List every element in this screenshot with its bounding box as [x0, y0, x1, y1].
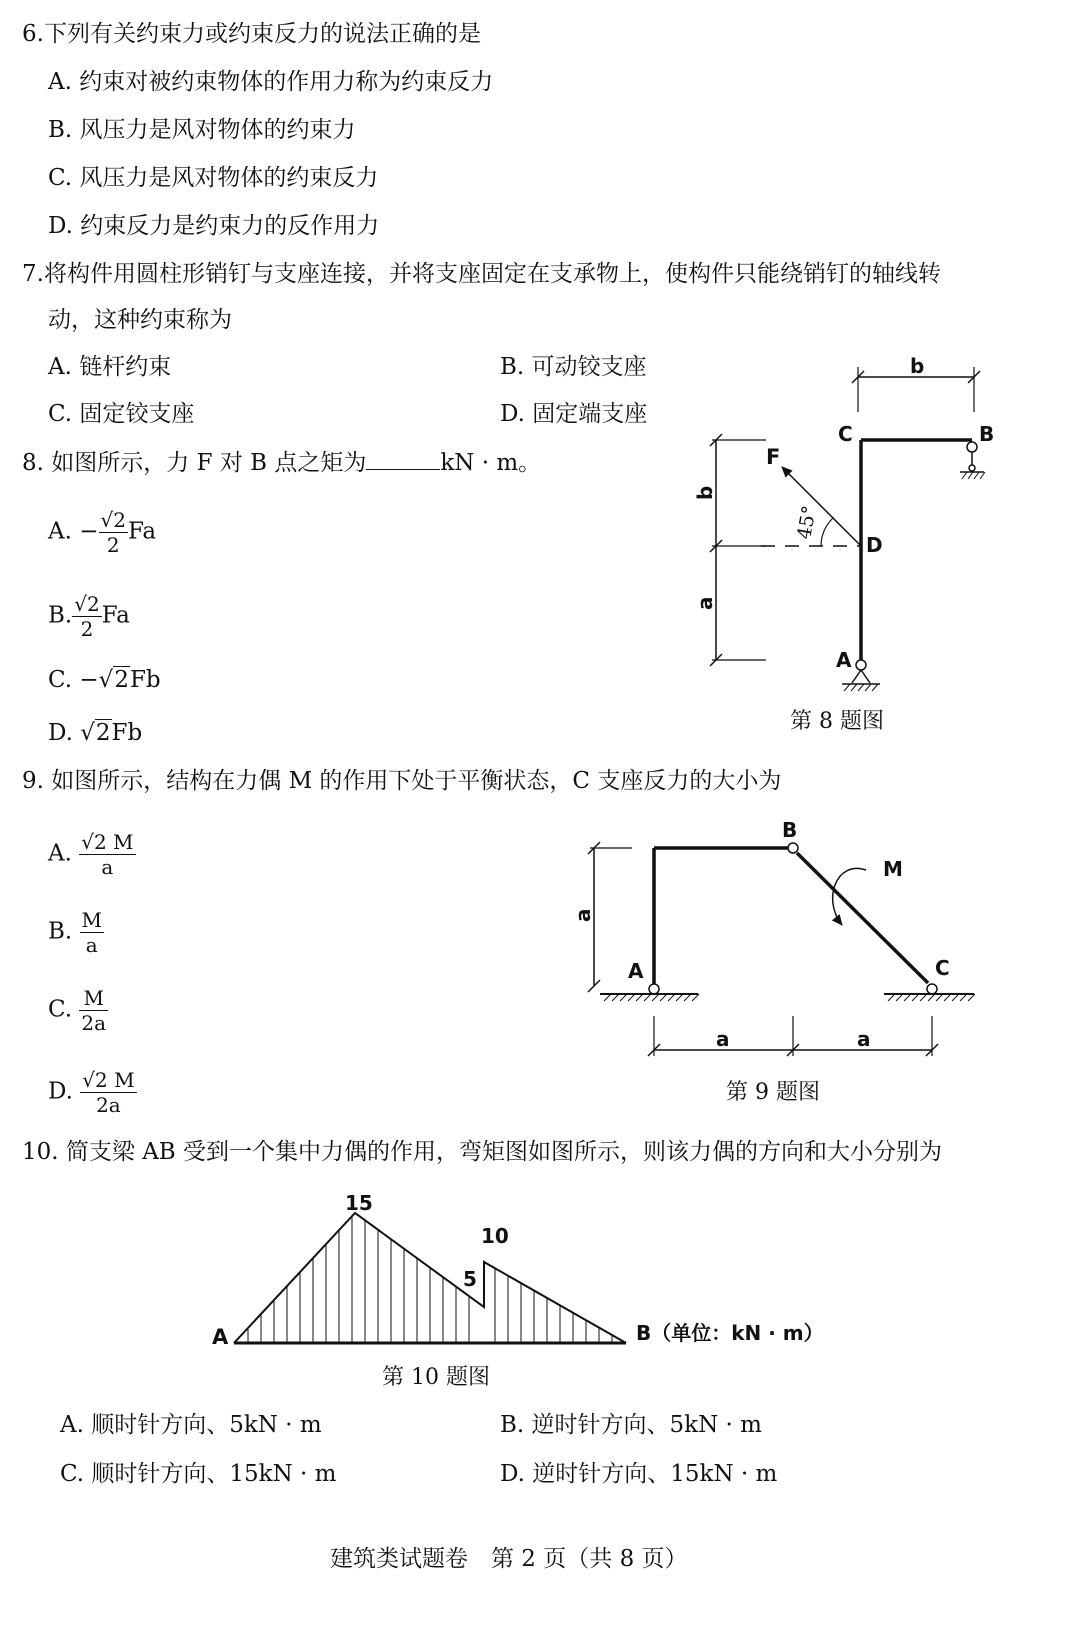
hatch — [962, 472, 967, 479]
figure-9 — [588, 842, 974, 1056]
pin-a — [856, 660, 866, 670]
q8-stem-before: 8. 如图所示，力 F 对 B 点之矩为 — [22, 450, 367, 476]
ground-hatch — [604, 994, 611, 1001]
hatch — [844, 684, 850, 691]
label-b-point: B — [979, 422, 995, 446]
label-d: D — [866, 533, 883, 557]
q6-stem: 6.下列有关约束力或约束反力的说法正确的是 — [22, 21, 481, 47]
hatch — [858, 684, 864, 691]
ground-hatch — [636, 994, 643, 1001]
ground-hatch — [896, 994, 903, 1001]
fraction: $\frac{M}{a}$ — [81, 908, 103, 957]
fraction: $\frac{√2}{2}$ — [100, 508, 126, 557]
q7-option-d: D. 固定端支座 — [500, 401, 648, 427]
q10-stem: 10. 简支梁 AB 受到一个集中力偶的作用，弯矩图如图所示，则该力偶的方向和大小分别为 — [22, 1139, 943, 1165]
figure-9-labels — [571, 818, 950, 1105]
q10-option-d: D. 逆时针方向、15kN · m — [500, 1461, 778, 1487]
q10-option-a: A. 顺时针方向、5kN · m — [60, 1412, 322, 1438]
label-b: B — [782, 818, 798, 842]
hatch — [872, 684, 878, 691]
label-c: C — [838, 422, 853, 446]
pin-b — [967, 442, 977, 452]
q7-stem-line2: 动，这种约束称为 — [48, 307, 232, 333]
label-a: A — [212, 1325, 229, 1349]
figure-9-hatching — [604, 994, 975, 1001]
caption-fig10: 第 10 题图 — [382, 1365, 490, 1390]
q9-option-d: D. $\frac{√2 M}{2a}$ — [48, 1068, 135, 1117]
label-dim-b: b — [693, 485, 717, 500]
ground-hatch — [968, 994, 975, 1001]
label-angle: 45° — [793, 503, 821, 541]
ground-hatch — [668, 994, 675, 1001]
q6-option-a: A. 约束对被约束物体的作用力称为约束反力 — [48, 69, 494, 95]
hinge-b — [788, 843, 798, 853]
q6-option-b: B. 风压力是风对物体的约束力 — [48, 117, 356, 143]
ground-hatch — [952, 994, 959, 1001]
ground-hatch — [920, 994, 927, 1001]
fraction: $\frac{M}{2a}$ — [81, 986, 107, 1035]
ground-hatch — [960, 994, 967, 1001]
label-f: F — [766, 445, 781, 469]
ground-hatch — [628, 994, 635, 1001]
q9-option-a: A. $\frac{√2 M}{a}$ — [48, 830, 134, 879]
fraction: $\frac{√2 M}{a}$ — [81, 830, 134, 879]
ground-hatch — [620, 994, 627, 1001]
q8-stem-after: kN · m。 — [440, 450, 542, 476]
hinge-a — [649, 984, 659, 994]
hatch — [980, 472, 985, 479]
member-bc — [797, 853, 928, 983]
ground-hatch — [928, 994, 935, 1001]
ground-hatch — [612, 994, 619, 1001]
q6-option-d: D. 约束反力是约束力的反作用力 — [48, 213, 380, 239]
label-b-unit: B（单位：kN · m） — [636, 1321, 824, 1345]
ground-hatch — [904, 994, 911, 1001]
pin — [969, 465, 975, 471]
fraction: $\frac{√2 M}{2a}$ — [82, 1068, 135, 1117]
ground-hatch — [684, 994, 691, 1001]
figure-8 — [710, 367, 985, 691]
ground-hatch — [652, 994, 659, 1001]
label-b-top: b — [910, 354, 925, 378]
ground-hatch — [676, 994, 683, 1001]
q10-option-b: B. 逆时针方向、5kN · m — [500, 1412, 762, 1438]
ground-hatch — [692, 994, 699, 1001]
ground-hatch — [944, 994, 951, 1001]
hatch — [968, 472, 973, 479]
q7-option-a: A. 链杆约束 — [48, 354, 172, 380]
q7-option-b: B. 可动铰支座 — [500, 354, 647, 380]
q8-option-c: C. −√2Fb — [48, 667, 161, 693]
caption-fig9: 第 9 题图 — [726, 1080, 820, 1105]
q8-option-d: D. √2Fb — [48, 720, 143, 746]
hinge-c — [927, 984, 937, 994]
fraction: $\frac{√2}{2}$ — [74, 592, 100, 641]
label-m: M — [883, 857, 903, 881]
value-10: 10 — [481, 1224, 509, 1248]
caption-fig8: 第 8 题图 — [790, 709, 884, 734]
q9-option-b: B. $\frac{M}{a}$ — [48, 908, 103, 957]
ground-hatch — [888, 994, 895, 1001]
q8-option-b: B. $\frac{√2}{2}$ Fa — [48, 592, 130, 641]
value-15: 15 — [345, 1191, 373, 1215]
ground-hatch — [644, 994, 651, 1001]
hatch — [865, 684, 871, 691]
label-dim-a: a — [693, 596, 717, 610]
q9-option-c: C. $\frac{M}{2a}$ — [48, 986, 107, 1035]
label-a-point: A — [836, 648, 852, 672]
support — [852, 670, 861, 683]
q6-option-c: C. 风压力是风对物体的约束反力 — [48, 165, 379, 191]
q9-stem: 9. 如图所示，结构在力偶 M 的作用下处于平衡状态，C 支座反力的大小为 — [22, 768, 782, 794]
label-dim-a-left: a — [716, 1027, 730, 1051]
ground-hatch — [660, 994, 667, 1001]
hatch — [974, 472, 979, 479]
q7-option-c: C. 固定铰支座 — [48, 401, 195, 427]
support — [861, 670, 870, 683]
figure-8-labels — [693, 354, 994, 734]
q10-option-c: C. 顺时针方向、15kN · m — [60, 1461, 337, 1487]
angle-arc — [821, 518, 833, 546]
ground-hatch — [936, 994, 943, 1001]
label-dim-a-right: a — [857, 1027, 871, 1051]
q8-option-a: A. − $\frac{√2}{2}$ Fa — [48, 508, 157, 557]
page-footer: 建筑类试题卷 第 2 页（共 8 页） — [330, 1546, 688, 1572]
label-dim-a-vertical: a — [571, 908, 595, 922]
figure-10-labels — [212, 1191, 824, 1390]
label-a: A — [628, 959, 644, 983]
ground-hatch — [912, 994, 919, 1001]
value-5: 5 — [463, 1267, 477, 1291]
label-c: C — [935, 956, 950, 980]
moment-diagram-hatching — [248, 1216, 612, 1343]
q7-stem-line1: 7.将构件用圆柱形销钉与支座连接，并将支座固定在支承物上，使构件只能绕销钉的轴线转 — [22, 261, 941, 287]
hatch — [851, 684, 857, 691]
